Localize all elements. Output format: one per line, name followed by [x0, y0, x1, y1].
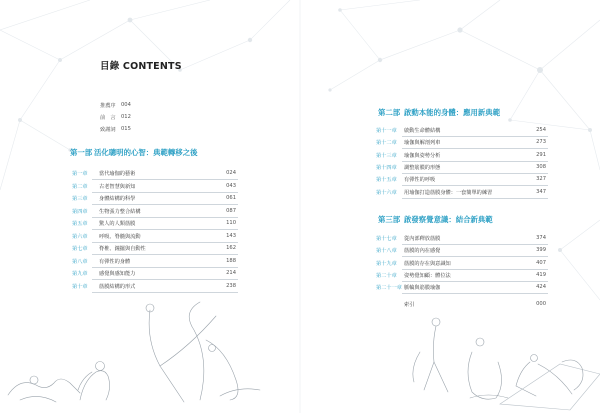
chapter-page: 214 [226, 270, 236, 276]
chapter-divider [92, 267, 238, 268]
index-label: 索引 [404, 302, 415, 308]
chapter-title[interactable]: 有彈性的呼吸 [404, 177, 436, 184]
chapter-page: 291 [536, 151, 546, 158]
chapter-page: 143 [226, 232, 236, 239]
chapter-divider [402, 136, 548, 137]
page-title: 目錄 CONTENTS [100, 61, 182, 72]
chapter-divider [402, 185, 548, 186]
chapter-page: 327 [536, 176, 546, 183]
preface-label: 致謝詞 [100, 127, 116, 133]
chapter-page: 043 [226, 182, 236, 189]
chapter-page: 399 [536, 247, 546, 254]
chapter-page: 110 [226, 220, 236, 226]
chapter-divider [92, 242, 238, 243]
chapter-number: 第二十章 [376, 272, 397, 279]
chapter-number: 第十五章 [376, 177, 397, 184]
part-title: 啟發察覺意識：結合新典範 [404, 215, 493, 224]
chapter-divider [92, 279, 238, 280]
chapter-title[interactable]: 驚人的人類筋膜 [99, 221, 136, 227]
chapter-page: 273 [536, 139, 546, 146]
chapter-title[interactable]: 瑜伽與姿勢分析 [404, 152, 441, 159]
part-number: 第一部 [70, 148, 93, 157]
chapter-page: 424 [536, 284, 546, 291]
chapter-number: 第十章 [72, 283, 88, 290]
chapter-page: 087 [226, 207, 236, 214]
preface-page: 004 [121, 102, 131, 108]
chapter-divider [402, 198, 548, 199]
chapter-number: 第十三章 [376, 152, 397, 159]
chapter-divider [92, 254, 238, 255]
chapter-page: 024 [226, 170, 236, 176]
chapter-divider [92, 192, 238, 193]
chapter-title[interactable]: 感覺與感知能力 [99, 271, 136, 277]
chapter-divider [402, 161, 548, 162]
chapter-page: 407 [536, 259, 546, 266]
chapter-page: 308 [536, 163, 546, 170]
chapter-title[interactable]: 身體結構的科學 [99, 196, 136, 202]
chapter-number: 第六章 [72, 233, 88, 240]
chapter-divider [402, 173, 548, 174]
chapter-title[interactable]: 筋膜結構的形式 [99, 283, 136, 290]
chapter-title[interactable]: 用瑜伽打造筋膜身體：一套簡單的練習 [404, 189, 493, 196]
chapter-title[interactable]: 調整筋膜的形態 [404, 164, 441, 171]
part-number: 第二部 [378, 108, 401, 117]
chapter-number: 第八章 [72, 258, 88, 265]
preface-label: 推薦序 [100, 103, 116, 109]
chapter-number: 第二十一章 [376, 285, 402, 292]
chapter-title[interactable]: 生物張力整合結構 [99, 208, 141, 215]
chapter-title[interactable]: 古老智慧與新知 [99, 183, 136, 190]
chapter-divider [402, 256, 548, 257]
chapter-number: 第五章 [72, 221, 88, 227]
chapter-title[interactable]: 姿勢覺知顧：體位法 [404, 272, 451, 279]
preface-label: 前 言 [100, 115, 116, 121]
part-title: 活化聰明的心智：典範轉移之後 [94, 148, 198, 157]
chapter-divider [92, 217, 238, 218]
chapter-divider [92, 229, 238, 230]
chapter-title[interactable]: 脈輪與筋膜瑜伽 [404, 285, 441, 292]
chapter-title[interactable]: 筋膜的內在感覺 [404, 248, 441, 255]
chapter-page: 374 [536, 235, 546, 241]
chapter-divider [402, 148, 548, 149]
chapter-divider [92, 292, 238, 293]
chapter-title[interactable]: 當代瑜伽的藝術 [99, 171, 136, 177]
chapter-divider [402, 293, 548, 294]
index-page: 000 [536, 301, 546, 307]
chapter-page: 188 [226, 257, 236, 264]
chapter-page: 162 [226, 245, 236, 251]
yoga-figures-illustration-right [300, 312, 600, 413]
chapter-title[interactable]: 筋膜的存在與意識知 [404, 260, 451, 267]
chapter-number: 第十二章 [376, 140, 397, 147]
chapter-title[interactable]: 從內部釋放筋膜 [404, 236, 441, 242]
chapter-number: 第十六章 [376, 189, 397, 196]
chapter-page: 347 [536, 188, 546, 195]
chapter-divider [402, 269, 548, 270]
part-number: 第三部 [378, 215, 401, 224]
chapter-divider [402, 244, 548, 245]
chapter-number: 第十七章 [376, 236, 397, 242]
chapter-divider [92, 179, 238, 180]
chapter-title[interactable]: 呼吸、脊髓與流動 [99, 233, 141, 240]
chapter-number: 第九章 [72, 271, 88, 277]
chapter-title[interactable]: 脊椎、鐘擺與自動性 [99, 246, 146, 252]
chapter-number: 第十一章 [376, 128, 397, 134]
chapter-page: 419 [536, 271, 546, 278]
chapter-number: 第十八章 [376, 248, 397, 255]
chapter-number: 第七章 [72, 246, 88, 252]
chapter-title[interactable]: 有彈性的身體 [99, 258, 131, 265]
chapter-number: 第三章 [72, 196, 88, 202]
chapter-divider [92, 204, 238, 205]
part-title: 啟動本能的身體：應用新典範 [404, 108, 501, 117]
chapter-page: 061 [226, 195, 236, 201]
chapter-number: 第十九章 [376, 260, 397, 267]
chapter-number: 第二章 [72, 183, 88, 190]
yoga-figures-illustration-left [0, 300, 300, 413]
chapter-page: 238 [226, 282, 236, 289]
preface-page: 012 [121, 114, 131, 120]
chapter-number: 第十四章 [376, 164, 397, 171]
chapter-title[interactable]: 瑜伽與解剖列車 [404, 140, 441, 147]
chapter-page: 254 [536, 127, 546, 133]
preface-page: 015 [121, 126, 131, 132]
chapter-number: 第四章 [72, 208, 88, 215]
chapter-title[interactable]: 啟動生命體結構 [404, 128, 441, 134]
chapter-number: 第一章 [72, 171, 88, 177]
chapter-divider [402, 281, 548, 282]
